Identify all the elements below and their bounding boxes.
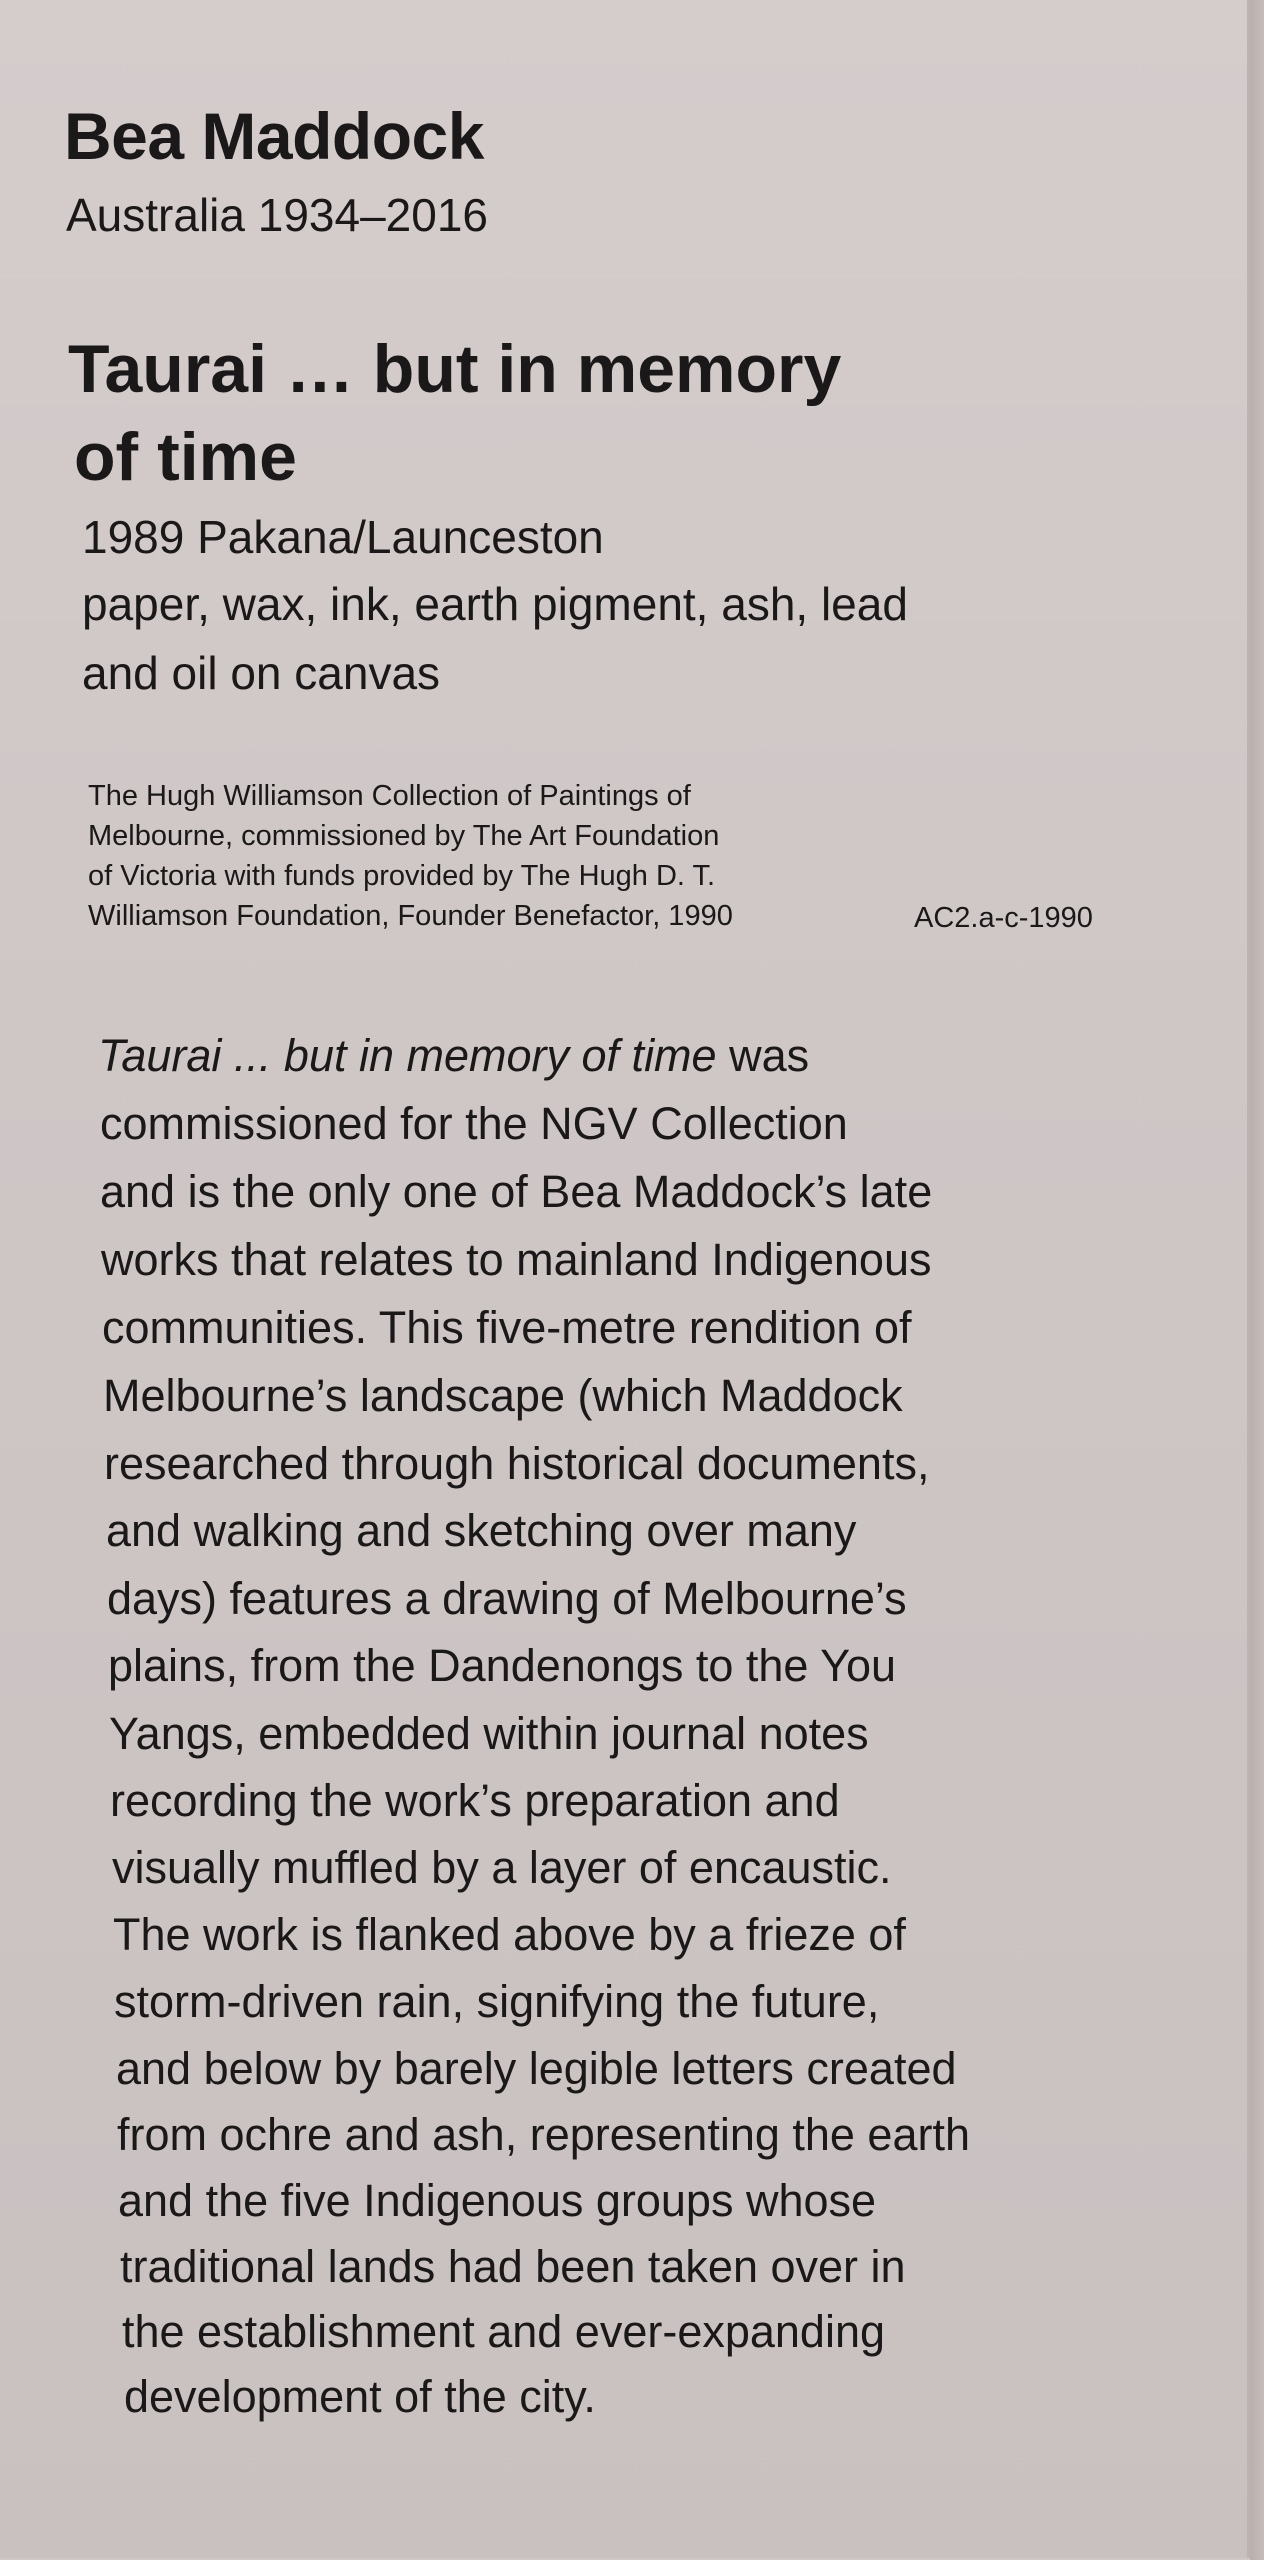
- description-line: days) features a drawing of Melbourne’s: [107, 1573, 907, 1624]
- wall-edge: [1250, 0, 1264, 2560]
- description-line: communities. This five-metre rendition of: [102, 1302, 912, 1353]
- description-line-1-rest: was: [716, 1030, 810, 1081]
- accession-number: AC2.a-c-1990: [914, 902, 1093, 934]
- description-line: traditional lands had been taken over in: [120, 2241, 906, 2292]
- description-line: and the five Indigenous groups whose: [118, 2175, 877, 2226]
- description-line: recording the work’s preparation and: [110, 1775, 840, 1826]
- artwork-medium-line-1: paper, wax, ink, earth pigment, ash, lead: [82, 578, 908, 630]
- description-line: development of the city.: [124, 2371, 596, 2422]
- artwork-title-line-1: Taurai … but in memory: [68, 331, 842, 407]
- description-line: from ochre and ash, representing the earth: [117, 2109, 971, 2160]
- artwork-date-place: 1989 Pakana/Launceston: [82, 511, 604, 563]
- description-line: visually muffled by a layer of encaustic.: [112, 1842, 892, 1893]
- credit-line-3: of Victoria with funds provided by The Hugh D. T.: [88, 860, 716, 892]
- description-line: and is the only one of Bea Maddock’s late: [100, 1166, 933, 1217]
- artwork-medium-line-2: and oil on canvas: [82, 647, 441, 699]
- credit-line-2: Melbourne, commissioned by The Art Foundation: [88, 820, 720, 852]
- description-line: the establishment and ever-expanding: [122, 2306, 886, 2357]
- credit-line-1: The Hugh Williamson Collection of Paintings of: [88, 780, 691, 812]
- description-line: works that relates to mainland Indigenous: [101, 1234, 932, 1285]
- description-italic-title: Taurai ... but in memory of time: [98, 1030, 717, 1081]
- description-line: and walking and sketching over many: [106, 1505, 857, 1556]
- description-line: plains, from the Dandenongs to the You: [108, 1640, 897, 1691]
- description-line: and below by barely legible letters created: [116, 2043, 957, 2094]
- description-line: researched through historical documents,: [104, 1438, 930, 1489]
- description-line: commissioned for the NGV Collection: [100, 1098, 848, 1149]
- description-line: storm-driven rain, signifying the future,: [114, 1976, 880, 2027]
- artist-name: Bea Maddock: [64, 99, 484, 173]
- description-line: The work is flanked above by a frieze of: [113, 1909, 906, 1960]
- description-line: Melbourne’s landscape (which Maddock: [103, 1370, 903, 1421]
- credit-line-4: Williamson Foundation, Founder Benefactor, 1990: [88, 900, 733, 932]
- description-line: [98, 1030, 809, 1082]
- artwork-title-line-2: of time: [74, 419, 297, 495]
- artist-dates: Australia 1934–2016: [66, 189, 488, 241]
- description-line: Yangs, embedded within journal notes: [109, 1708, 869, 1759]
